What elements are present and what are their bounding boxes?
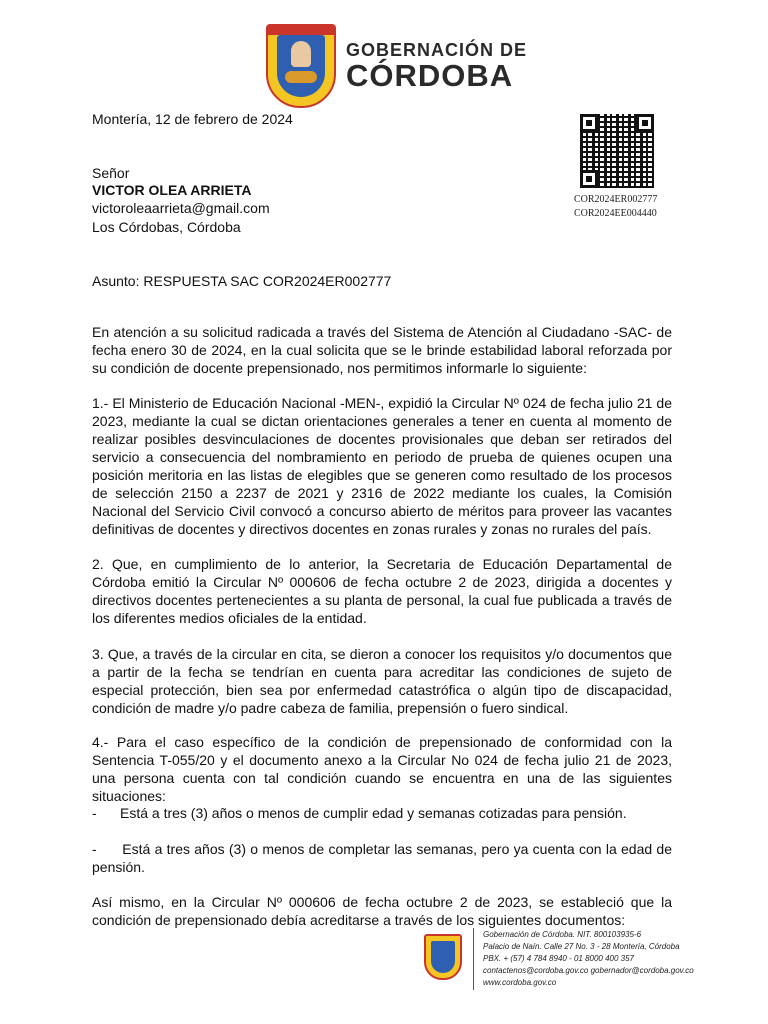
qr-finder-top-left (580, 114, 598, 132)
crest-portrait (291, 41, 311, 67)
footer-divider (473, 928, 474, 990)
logo-title-line1: GOBERNACIÓN DE (346, 40, 528, 60)
paragraph-1: 1.- El Ministerio de Educación Nacional -MEN-, expidió la Circular Nº 024 de fecha julio 21 de 2023, mediante la cual se dictan orientaciones generales a tener en cuenta al momento de realizar posibles desvinculaciones de docentes provisionales que deban ser retirados del servicio a consecuencia del nombramiento en periodo de prueba de quienes ocupen una posición meritoria en las listas de elegibles que se generen como resultado de los procesos de selección 2150 a 2237 de 2021 y 2316 de 2022 mediante los cuales, la Comisión Nacional del Servicio Civil convocó a concurso abierto de méritos para proveer las vacantes definitivas de docentes y directivos docentes en zonas rurales y zonas no rurales del país. (92, 395, 672, 537)
footer-crest-logo (424, 934, 462, 980)
footer-address: Palacio de Naín. Calle 27 No. 3 - 28 Montería, Córdoba (483, 942, 680, 951)
footer-emails: contactenos@cordoba.gov.co gobernador@cordoba.gov.co (483, 966, 694, 975)
crest-logo (266, 24, 336, 108)
crest-shield (277, 35, 325, 97)
bullet-item-1: - Está a tres (3) años o menos de cumplir edad y semanas cotizadas para pensión. (92, 805, 627, 821)
qr-code (580, 114, 654, 188)
crest-band (268, 26, 334, 35)
footer-crest-shield (431, 941, 455, 973)
paragraph-intro: En atención a su solicitud radicada a través del Sistema de Atención al Ciudadano -SAC- de fecha enero 30 de 2024, en la cual solicita que se le brinde estabilidad laboral reforzada por su condición de docente prepensionado, nos permitimos informarle lo siguiente: (92, 324, 672, 376)
salutation: Señor (92, 165, 130, 181)
subject-line: Asunto: RESPUESTA SAC COR2024ER002777 (92, 273, 392, 289)
footer-website: www.cordoba.gov.co (483, 978, 557, 987)
footer-phone: PBX. + (57) 4 784 8940 - 01 8000 400 357 (483, 954, 635, 963)
bullet-item-2: - Está a tres años (3) o menos de completar las semanas, pero ya cuenta con la edad de pensión. (92, 841, 676, 875)
qr-finder-top-right (636, 114, 654, 132)
paragraph-2: 2. Que, en cumplimiento de lo anterior, la Secretaria de Educación Departamental de Córdoba emitió la Circular Nº 000606 de fecha octubre 2 de 2023, dirigida a docentes y directivos docentes pertenecientes a su planta de personal, la cual fue publicada a través de los diferentes medios oficiales de la entidad. (92, 556, 672, 626)
footer-nit: Gobernación de Córdoba. NIT. 800103935-6 (483, 930, 642, 939)
paragraph-3: 3. Que, a través de la circular en cita, se dieron a conocer los requisitos y/o documentos que a partir de la fecha se tendrían en cuenta para acreditar las condiciones de sujeto de especial protección, bien sea por enfermedad catastrófica o algún tipo de discapacidad, condición de madre y/o padre cabeza de familia, prepensión o fuero sindical. (92, 646, 672, 716)
place-date: Montería, 12 de febrero de 2024 (92, 111, 293, 127)
paragraph-5: Así mismo, en la Circular Nº 000606 de fecha octubre 2 de 2023, se estableció que la condición de prepensionado debía acreditarse a través de los siguientes documentos: (92, 894, 672, 928)
qr-reference-er: COR2024ER002777 (574, 194, 658, 205)
recipient-location: Los Córdobas, Córdoba (92, 219, 241, 235)
qr-finder-bottom-left (580, 170, 598, 188)
recipient-name: VICTOR OLEA ARRIETA (92, 182, 252, 198)
recipient-email: victoroleaarrieta@gmail.com (92, 200, 270, 216)
paragraph-4: 4.- Para el caso específico de la condición de prepensionado de conformidad con la Sentencia T-055/20 y el documento anexo a la Circular No 024 de fecha julio 21 de 2023, una persona cuenta con tal condición cuando se encuentra en una de las siguientes situaciones: (92, 734, 672, 804)
logo-title-line2: CÓRDOBA (346, 58, 514, 93)
crest-jaguar (285, 71, 317, 83)
qr-reference-ee: COR2024EE004440 (574, 208, 657, 219)
